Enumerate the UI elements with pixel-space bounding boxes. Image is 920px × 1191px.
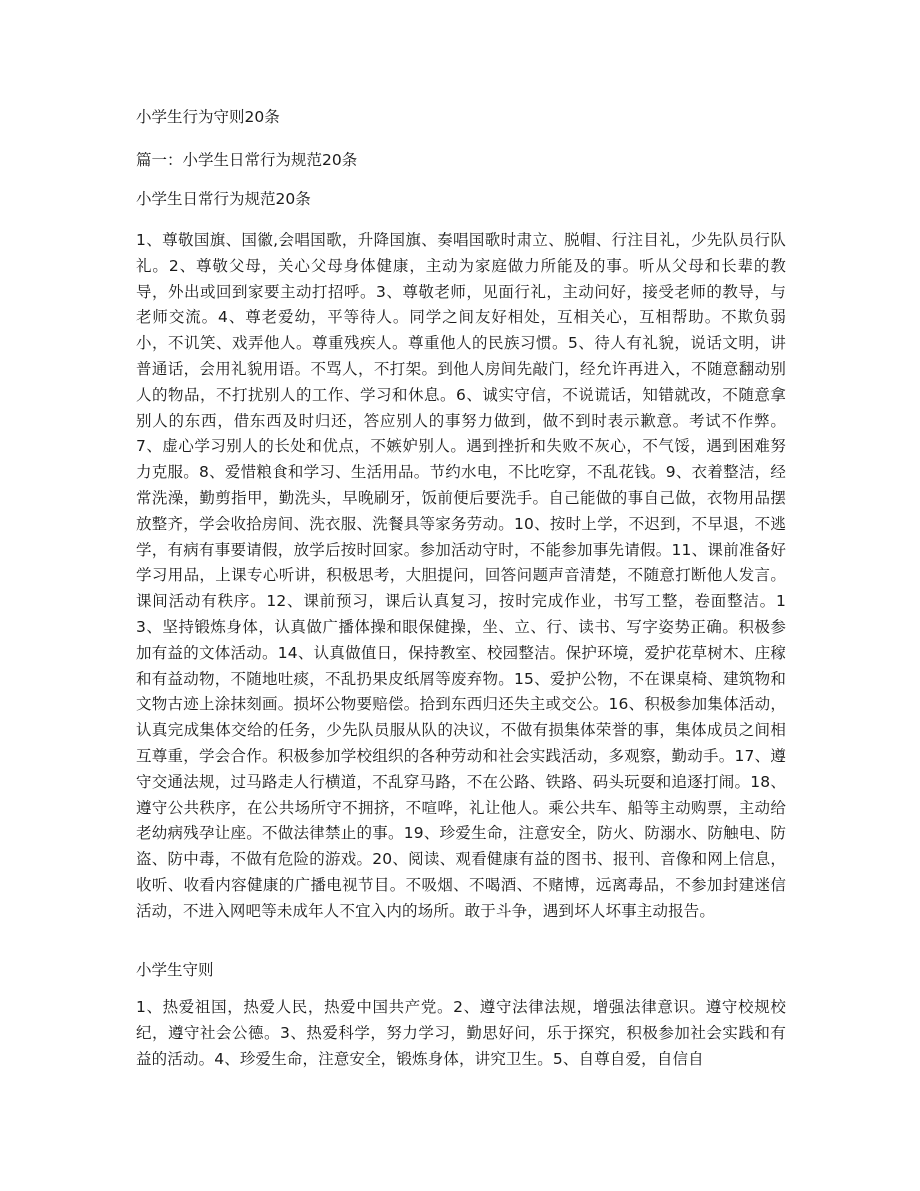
norms-title: 小学生日常行为规范20条 — [136, 190, 311, 208]
rules-heading: 小学生守则 — [136, 961, 214, 979]
rules-paragraph: 1、热爱祖国，热爱人民，热爱中国共产党。2、遵守法律法规，增强法律意识。遵守校规校纪，遵守社会公德。3、热爱科学，努力学习，勤思好问，乐于探究，积极参加社会实践和有益的活动。4、珍爱生命，注意安全，锻炼身体，讲究卫生。5、自尊自爱，自信自 — [136, 998, 786, 1068]
section-heading: 篇一：小学生日常行为规范20条 — [136, 151, 358, 169]
document-title: 小学生行为守则20条 — [136, 108, 280, 126]
norms-paragraph: 1、尊敬国旗、国徽,会唱国歌，升降国旗、奏唱国歌时肃立、脱帽、行注目礼，少先队员行队礼。2、尊敬父母，关心父母身体健康，主动为家庭做力所能及的事。听从父母和长辈的教导，外出或回到家要主动打招呼。3、尊敬老师，见面行礼，主动问好，接受老师的教导，与老师交流。4、尊老爱幼，平等待人。同学之间友好相处，互相关心，互相帮助。不欺负弱小，不讥笑、戏弄他人。尊重残疾人。尊重他人的民族习惯。5、待人有礼貌，说话文明，讲普通话，会用礼貌用语。不骂人，不打架。到他人房间先敲门，经允许再进入，不随意翻动别人的物品，不打扰别人的工作、学习和休息。6、诚实守信，不说谎话，知错就改，不随意拿别人的东西，借东西及时归还，答应别人的事努力做到，做不到时表示歉意。考试不作弊。7、虚心学习别人的长处和优点，不嫉妒别人。遇到挫折和失败不灰心，不气馁，遇到困难努力克服。8、爱惜粮食和学习、生活用品。节约水电，不比吃穿，不乱花钱。9、衣着整洁，经常洗澡，勤剪指甲，勤洗头，早晚刷牙，饭前便后要洗手。自己能做的事自己做，衣物用品摆放整齐，学会收拾房间、洗衣服、洗餐具等家务劳动。10、按时上学，不迟到，不早退，不逃学，有病有事要请假，放学后按时回家。参加活动守时，不能参加事先请假。11、课前准备好学习用品，上课专心听讲，积极思考，大胆提问，回答问题声音清楚，不随意打断他人发言。课间活动有秩序。12、课前预习，课后认真复习，按时完成作业，书写工整，卷面整洁。13、坚持锻炼身体，认真做广播体操和眼保健操，坐、立、行、读书、写字姿势正确。积极参加有益的文体活动。14、认真做值日，保持教室、校园整洁。保护环境，爱护花草树木、庄稼和有益动物，不随地吐痰，不乱扔果皮纸屑等废弃物。15、爱护公物，不在课桌椅、建筑物和文物古迹上涂抹刻画。损坏公物要赔偿。拾到东西归还失主或交公。16、积极参加集体活动，认真完成集体交给的任务，少先队员服从队的决议，不做有损集体荣誉的事，集体成员之间相互尊重，学会合作。积极参加学校组织的各种劳动和社会实践活动，多观察，勤动手。17、遵守交通法规，过马路走人行横道，不乱穿马路，不在公路、铁路、码头玩耍和追逐打闹。18、遵守公共秩序，在公共场所守不拥挤，不喧哗，礼让他人。乘公共车、船等主动购票，主动给老幼病残孕让座。不做法律禁止的事。19、珍爱生命，注意安全，防火、防溺水、防触电、防盗、防中毒，不做有危险的游戏。20、阅读、观看健康有益的图书、报刊、音像和网上信息，收听、收看内容健康的广播电视节目。不吸烟、不喝酒、不赌博，远离毒品，不参加封建迷信活动，不进入网吧等未成年人不宜入内的场所。敢于斗争，遇到坏人坏事主动报告。 — [136, 231, 786, 920]
